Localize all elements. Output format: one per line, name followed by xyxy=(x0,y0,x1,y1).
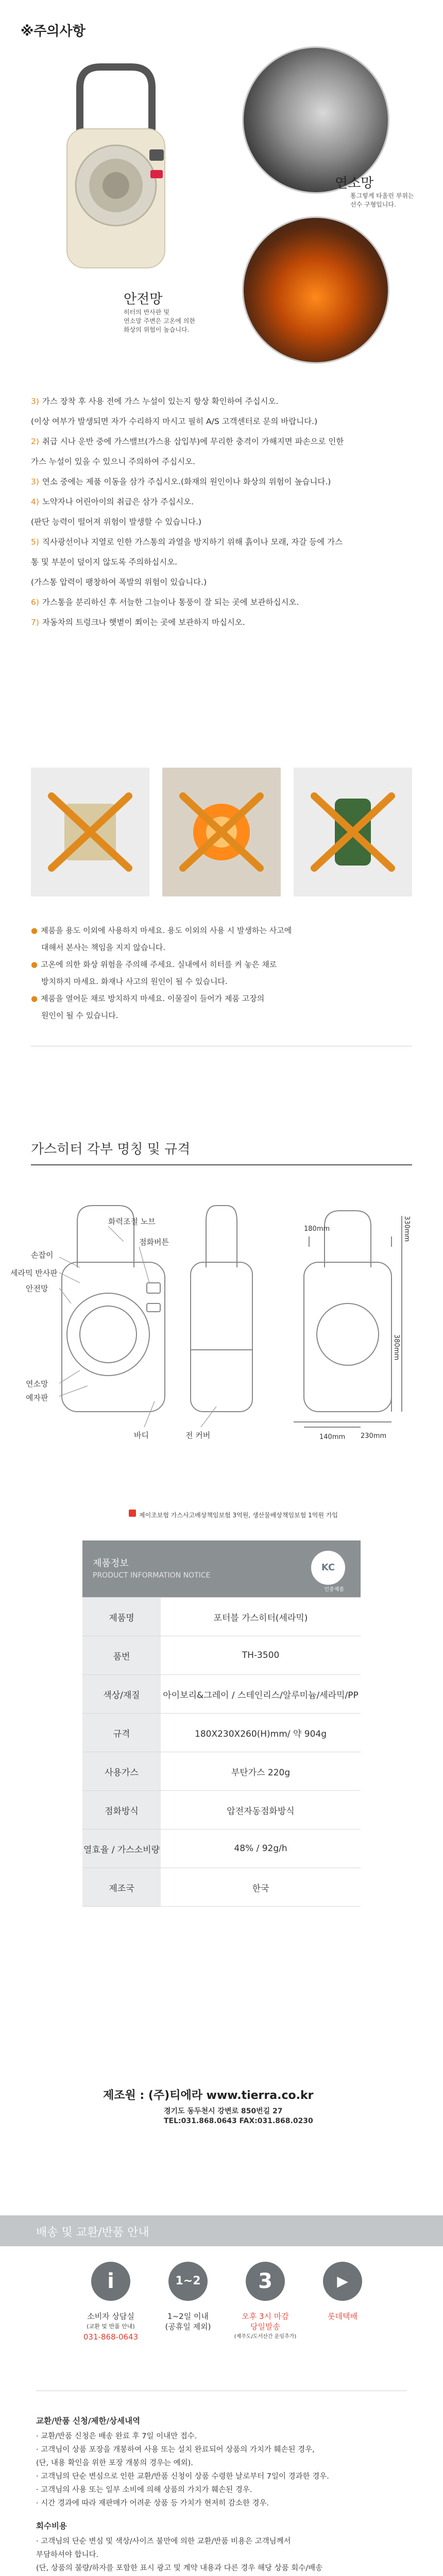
callout-safety-sub: 히터의 반사판 및 연소망 주변은 고온에 의한 화상의 위험이 높습니다. xyxy=(124,309,195,333)
dim-180: 180mm xyxy=(304,1225,330,1233)
dim-380: 380mm xyxy=(393,1334,400,1361)
cutoff-caption: 오후 3시 마감 당일발송 (제주도/도서산간 운임추가) xyxy=(234,2312,297,2340)
kc-caption: 인증제품 xyxy=(324,1587,344,1592)
rule-line: 3) 연소 중에는 제품 이동을 삼가 주십시오.(화재의 원인이나 화상의 위험이 높습니다.) xyxy=(31,477,331,486)
callout-burner-title: 연소망 xyxy=(335,176,374,191)
label-body: 바디 xyxy=(134,1431,149,1440)
courier-caption: 롯데택배 xyxy=(328,2312,357,2321)
manufacturer-phone: TEL:031.868.0643 FAX:031.868.0230 xyxy=(164,2117,313,2125)
title-underline xyxy=(31,1164,412,1165)
label-burner-net: 연소망 xyxy=(26,1379,48,1388)
burner-net-closeup xyxy=(242,46,389,194)
rule-line: 2) 취급 시나 운반 중에 가스밸브(가스용 삽입부)에 무리한 충격이 가해지면 파손으로 인한 xyxy=(31,437,344,446)
safety-net-closeup xyxy=(242,216,389,364)
delivery-time-caption: 1~2일 이내 (공휴일 제외) xyxy=(165,2312,211,2331)
insurance-icon xyxy=(129,1510,136,1517)
manufacturer-info xyxy=(103,2087,412,2125)
dim-140: 140mm xyxy=(319,1433,346,1441)
rule-line: (판단 능력이 떨어져 위험이 발생할 수 있습니다.) xyxy=(31,517,202,527)
rule-line: 통 및 부분이 덮이지 않도록 주의하십시오. xyxy=(31,557,178,567)
rule-line: 가스 누설이 있을 수 있으니 주의하여 주십시오. xyxy=(31,457,195,466)
calendar-icon: 1~2 xyxy=(168,2262,208,2301)
caution-title: ※주의사항 xyxy=(21,24,86,39)
table-row: 제조국 한국 xyxy=(82,1868,361,1907)
warning-notes: ● 제품을 용도 이외에 사용하지 마세요. 용도 이외의 사용 시 발생하는 사고에 대해서 본사는 책임을 지지 않습니다. ● 고온에 의한 화상 위험을 주의해 주세요. 실내에서 히터를 켜 놓은 채로 방치하지 마세요. 화재나 사고의 원인이 될 수 있습니다. ● 제품을 열어둔 채로 방치하지 마세요. 이물질이 들어가 제품 고장의 원인이 될 수 있습니다. xyxy=(31,926,292,1020)
dim-230: 230mm xyxy=(361,1432,387,1440)
heater-photo xyxy=(31,57,201,283)
dim-330: 330mm xyxy=(403,1216,411,1242)
label-reflector: 세라믹 반사판 xyxy=(10,1268,58,1278)
table-row: 색상/재질 아이보리&그레이 / 스테인리스/알루미늄/세라믹/PP xyxy=(82,1675,361,1714)
table-row: 제품명 포터블 가스히터(세라믹) xyxy=(82,1598,361,1636)
rule-line: 6) 가스통을 분리하신 후 서늘한 그늘이나 통풍이 잘 되는 곳에 보관하십시오. xyxy=(31,598,299,607)
label-knob: 화력조절 노브 xyxy=(108,1217,156,1226)
spec-header-title: 제품정보 xyxy=(93,1558,129,1569)
manufacturer-address: 경기도 동두천시 강변로 850번길 27 xyxy=(164,2107,283,2115)
policy-heading: 교환/반품 신청/제한/상세내역 xyxy=(36,2416,141,2426)
rule-line: 3) 가스 장착 후 사용 전에 가스 누설이 있는지 항상 확인하여 주십시오. xyxy=(31,397,279,406)
warning-photo-2 xyxy=(162,768,281,896)
table-row: 품번 TH-3500 xyxy=(82,1636,361,1675)
warning-photo-3 xyxy=(294,768,412,896)
product-info-table xyxy=(82,1540,361,2004)
label-ignition: 점화버튼 xyxy=(139,1238,169,1247)
spec-header xyxy=(82,1540,361,1597)
x-mark-icon xyxy=(41,788,139,876)
heater-line-drawing xyxy=(31,1180,412,1468)
info-icon: i xyxy=(91,2262,130,2301)
rule-line: 4) 노약자나 어린아이의 취급은 삼가 주십시오. xyxy=(31,497,194,506)
return-policy: 교환/반품 신청/제한/상세내역 · 교환/반품 신청은 배송 완료 후 7일 이내만 접수. · 고객님이 상품 포장을 개봉하여 사용 또는 설치 완료되어 상품의 가치가 훼손된 경우, (단, 내용 확인을 위한 포장 개봉의 경우는 예외). · 고객님의 단순 변심으로 인한 교환/반품 신청이 상품 수령한 날로부터 7일이 경과한 경우. · 고객님의 사용 또는 일부 소비에 의해 상품의 가치가 훼손된 경우. · 시간 경과에 따라 재판매가 어려운 상품 등 가치가 현저히 감소한 경우. 회수비용 · 고객님의 단순 변심 및 색상/사이즈 불만에 의한 교환/반품 비용은 고객님께서 부담하셔야 합니다. (단, 상품의 불량/하자를 포함한 표시 광고 및 계약 내용과 다른 경우 해당 상품 회수/배송 xyxy=(36,2411,407,2576)
manufacturer-name: 제조원 : (주)티에라 www.tierra.co.kr xyxy=(103,2089,314,2102)
warning-photos xyxy=(31,768,412,896)
parts-diagram xyxy=(10,1180,412,1468)
label-handle: 손잡이 xyxy=(31,1250,54,1260)
truck-icon: ▶ xyxy=(323,2262,362,2301)
table-row: 열효율 / 가스소비량 48% / 92g/h xyxy=(82,1829,361,1868)
rule-line: 7) 자동차의 트렁크나 햇볕이 쬐이는 곳에 보관하지 마십시오. xyxy=(31,618,245,627)
support-caption: 소비자 상담실 (교환 및 반품 안내) 031-868-0643 xyxy=(83,2312,139,2342)
x-mark-icon xyxy=(304,788,402,876)
caution-rules xyxy=(31,392,422,633)
spec-table xyxy=(82,1597,361,1907)
label-cover: 전 커버 xyxy=(185,1431,211,1440)
table-row: 사용가스 부탄가스 220g xyxy=(82,1752,361,1791)
rule-line: (이상 여부가 발생되면 자가 수리하지 마시고 필히 A/S 고객센터로 문의 바랍니다.) xyxy=(31,417,318,426)
callout-safety-title: 안전망 xyxy=(124,292,163,307)
policy-heading: 회수비용 xyxy=(36,2521,67,2531)
table-row: 규격 180X230X260(H)mm/ 약 904g xyxy=(82,1714,361,1752)
shipping-info-icons xyxy=(72,2262,381,2375)
label-safety-net: 안전망 xyxy=(26,1284,48,1293)
shipping-title: 배송 및 교환/반품 안내 xyxy=(36,2226,149,2239)
spec-header-sub: PRODUCT INFORMATION NOTICE xyxy=(93,1571,211,1580)
flame-warning-icon xyxy=(173,788,270,876)
table-row: 점화방식 압전자동점화방식 xyxy=(82,1791,361,1829)
label-igniter: 예자판 xyxy=(26,1393,48,1402)
rule-line: 5) 직사광선이나 지열로 인한 가스통의 과열을 방지하기 위해 흙이나 모래, 자갈 등에 가스 xyxy=(31,537,343,547)
callout-burner-sub: 통그렇게 타올린 부위는 선수 구형입니다. xyxy=(350,192,414,208)
insurance-note: 제이조보험 가스사고배상책임보험 3억원, 생산물배상책임보험 1억원 가입 xyxy=(139,1512,338,1519)
parts-section-title: 가스히터 각부 명칭 및 규격 xyxy=(31,1142,191,1157)
rule-line: (가스통 압력이 팽창하여 폭발의 위험이 있습니다.) xyxy=(31,578,207,587)
warning-photo-1 xyxy=(31,768,149,896)
clock-icon: 3 xyxy=(246,2262,285,2301)
kc-mark-icon: KC xyxy=(311,1551,345,1585)
